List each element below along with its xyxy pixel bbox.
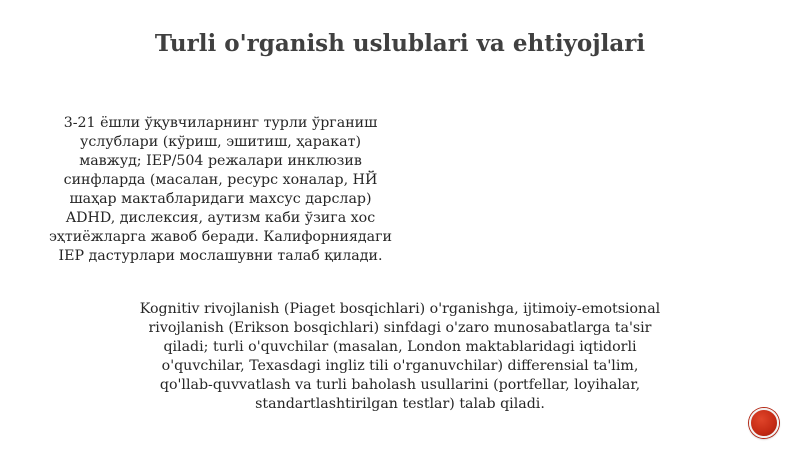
right-text-block: Kognitiv rivojlanish (Piaget bosqichlari) o'rganishga, ijtimoiy-emotsional rivojlanish (Erikson bosqichlari) sinfdagi o'zaro munosabatlarga ta'sir qiladi; turli o'quvchilar (masalan, London maktablaridagi iqtidorli o'quvchilar, Texasdagi ingliz tili o'rganuvchilar) differensial ta'lim, qo'llab-quvvatlash va turli baholash usullarini (portfellar, loyihalar, standartlashtirilgan testlar) talab qiladi. [139, 301, 661, 412]
slide-title: Turli o'rganish uslublari va ehtiyojlari [154, 30, 646, 57]
circle-nav-icon[interactable] [749, 408, 779, 438]
left-text-block: 3-21 ёшли ўқувчиларнинг турли ўрганиш услублари (кўриш, эшитиш, ҳаракат) мавжуд; IEP/504 режалари инклюзив синфларда (масалан, ресурс хоналар, НЙ шаҳар мактабларидаги махсус дарслар) ADHD, дислексия, аутизм каби ўзига хос эҳтиёжларга жавоб беради. Калифорниядаги IEP дастурлари мослашувни талаб қилади. [48, 115, 392, 264]
